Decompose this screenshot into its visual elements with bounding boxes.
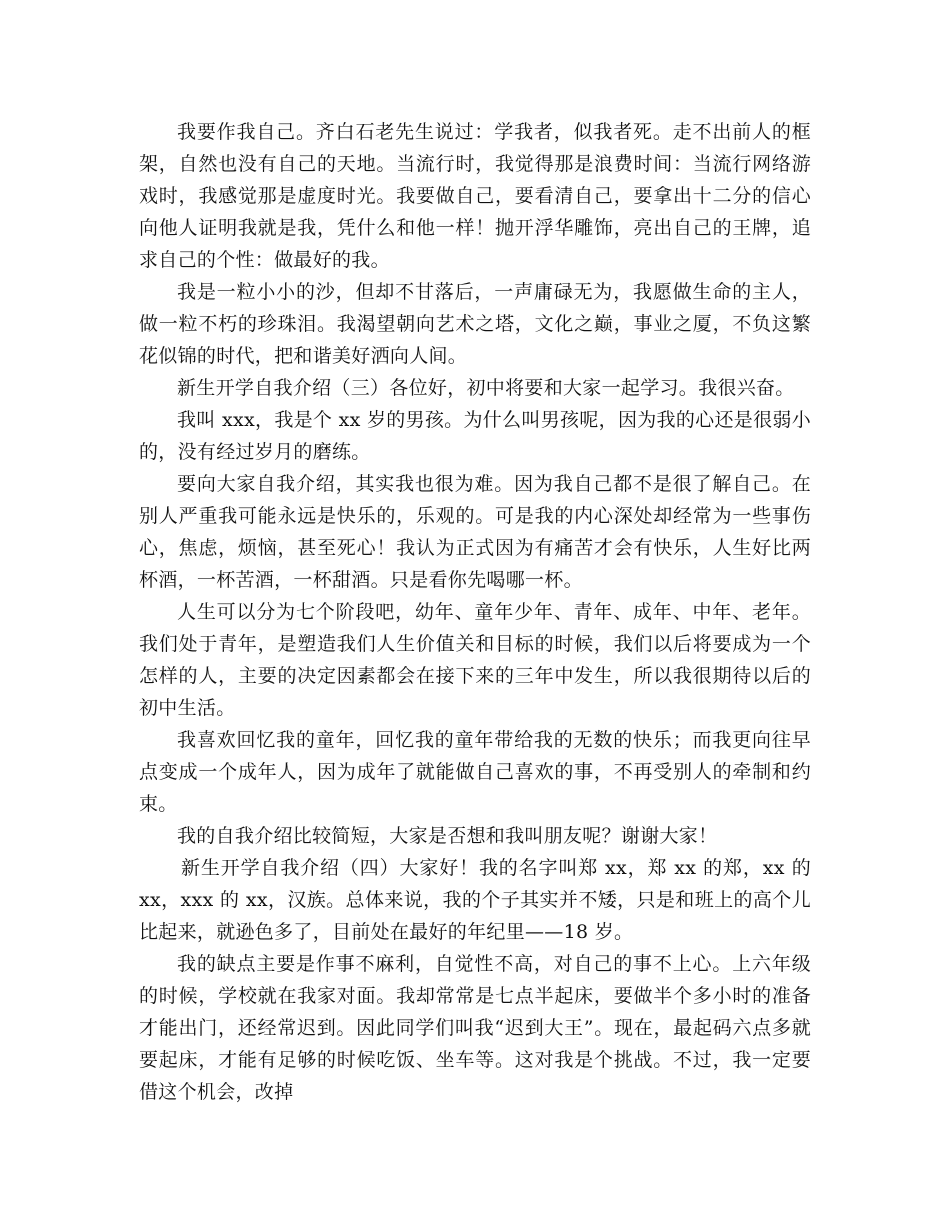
paragraph: 我喜欢回忆我的童年，回忆我的童年带给我的无数的快乐；而我更向往早点变成一个成年人，因为成年了就能做自己喜欢的事，不再受别人的牵制和约束。 — [139, 729, 811, 815]
paragraph: 我要作我自己。齐白石老先生说过：学我者，似我者死。走不出前人的框架，自然也没有自己的天地。当流行时，我觉得那是浪费时间：当流行网络游戏时，我感觉那是虚度时光。我要做自己，要看清自己，要拿出十二分的信心向他人证明我就是我，凭什么和他一样！抛开浮华雕饰，亮出自己的王牌，追求自己的个性：做最好的我。 — [139, 121, 811, 271]
paragraph: 新生开学自我介绍（三）各位好，初中将要和大家一起学习。我很兴奋。 — [177, 377, 795, 399]
paragraph: 新生开学自我介绍（四）大家好！我的名字叫郑 xx，郑 xx 的郑，xx 的 xx，xxx 的 xx，汉族。总体来说，我的个子其实并不矮，只是和班上的高个儿比起来，就逊色多了，目前处在最好的年纪里——18 岁。 — [139, 857, 811, 943]
paragraph: 要向大家自我介绍，其实我也很为难。因为我自己都不是很了解自己。在别人严重我可能永远是快乐的，乐观的。可是我的内心深处却经常为一些事伤心，焦虑，烦恼，甚至死心！我认为正式因为有痛苦才会有快乐，人生好比两杯酒，一杯苦酒，一杯甜酒。只是看你先喝哪一杯。 — [139, 473, 811, 591]
paragraph: 我是一粒小小的沙，但却不甘落后，一声庸碌无为，我愿做生命的主人，做一粒不朽的珍珠泪。我渴望朝向艺术之塔，文化之巅，事业之厦，不负这繁花似锦的时代，把和谐美好洒向人间。 — [139, 281, 811, 367]
paragraph: 我叫 xxx，我是个 xx 岁的男孩。为什么叫男孩呢，因为我的心还是很弱小的，没有经过岁月的磨练。 — [139, 409, 811, 463]
paragraph: 人生可以分为七个阶段吧，幼年、童年少年、青年、成年、中年、老年。我们处于青年，是塑造我们人生价值关和目标的时候，我们以后将要成为一个怎样的人，主要的决定因素都会在接下来的三年中发生，所以我很期待以后的初中生活。 — [139, 601, 811, 719]
document-body — [139, 116, 811, 1108]
paragraph: 我的缺点主要是作事不麻利，自觉性不高，对自己的事不上心。上六年级的时候，学校就在我家对面。我却常常是七点半起床，要做半个多小时的准备才能出门，还经常迟到。因此同学们叫我“迟到大王”。现在，最起码六点多就要起床，才能有足够的时候吃饭、坐车等。这对我是个挑战。不过，我一定要借这个机会，改掉 — [139, 953, 811, 1103]
paragraph: 我的自我介绍比较简短，大家是否想和我叫朋友呢？谢谢大家！ — [177, 825, 718, 847]
